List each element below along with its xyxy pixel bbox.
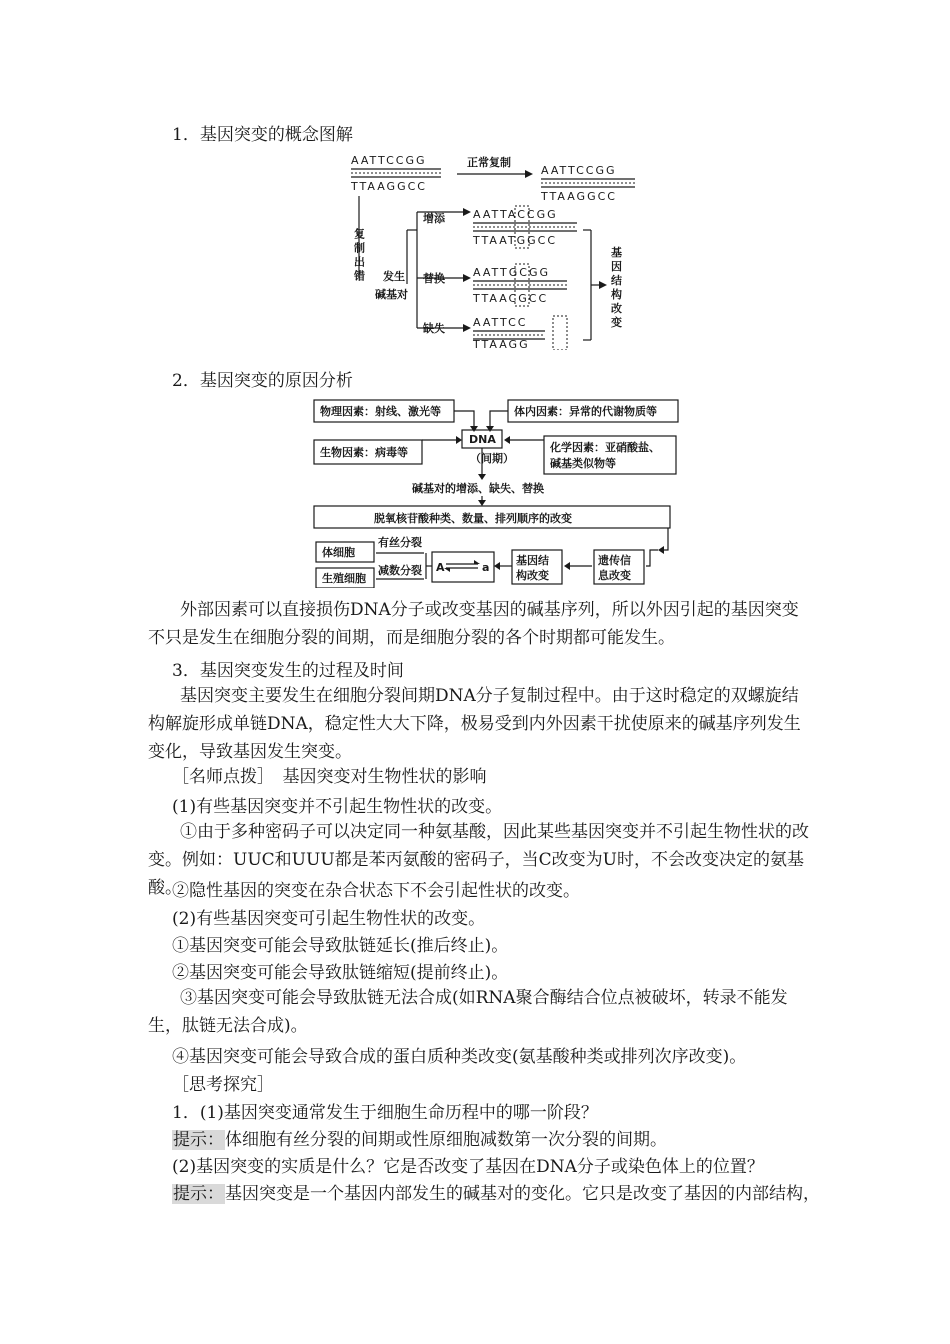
chemical-factor-2: 碱基类似物等 — [550, 457, 616, 470]
normal-top-strand: AATTCCGG — [541, 164, 617, 177]
add-top-strand: AATTACCGG — [473, 208, 558, 221]
substitution-label: 替换 — [423, 272, 445, 285]
arrow-physical — [454, 411, 474, 428]
original-dna — [350, 154, 441, 193]
nucleotide-change: 脱氧核苷酸种类、数量、排列顺序的改变 — [374, 512, 572, 525]
add-label: 增添 — [423, 212, 445, 225]
section1-heading: 1．基因突变的概念图解 — [172, 125, 353, 145]
normal-replication-label: 正常复制 — [467, 156, 511, 169]
paragraph-external-factors: 外部因素可以直接损伤DNA分子或改变基因的碱基序列，所以外因引起的基因突变不只是发生在细胞分裂的间期，而是细胞分裂的各个时期都可能发生。 — [148, 600, 799, 648]
tip-point-2c: ③基因突变可能会导致肽链无法合成(如RNA聚合酶结合位点被破坏，转录不能发生，肽链无法合成)。 — [148, 988, 788, 1036]
dna-label: DNA — [469, 433, 496, 446]
svg-text:因: 因 — [611, 260, 622, 273]
svg-text:构: 构 — [611, 288, 622, 301]
tip-point-1b: ②隐性基因的突变在杂合状态下不会引起性状的改变。 — [172, 881, 580, 901]
tip-point-1: (1)有些基因突变并不引起生物性状的改变。 — [172, 797, 503, 817]
deletion-label: 缺失 — [423, 322, 445, 335]
answer-1-text: 体细胞有丝分裂的间期或性原细胞减数第一次分裂的间期。 — [225, 1130, 667, 1150]
mitosis-label: 有丝分裂 — [378, 536, 422, 549]
svg-text:结: 结 — [611, 274, 622, 287]
internal-factor: 体内因素：异常的代谢物质等 — [514, 405, 657, 418]
think-heading: ［思考探究］ — [172, 1075, 274, 1095]
result-label — [611, 245, 622, 329]
section2-heading: 2．基因突变的原因分析 — [172, 371, 353, 391]
del-top-strand: AATTCC — [473, 316, 528, 329]
svg-text:基: 基 — [611, 246, 622, 259]
allele-a: a — [482, 561, 490, 574]
base-change-label: 碱基对的增添、缺失、替换 — [412, 482, 544, 495]
substitution-dna — [472, 264, 567, 306]
chemical-factor-1: 化学因素：亚硝酸盐、 — [550, 441, 660, 454]
gene-structure-1: 基因结 — [516, 554, 549, 567]
svg-text:错: 错 — [352, 270, 366, 281]
interphase-label: （间期） — [470, 452, 514, 465]
tip-heading: ［名师点拨］ 基因突变对生物性状的影响 — [172, 767, 487, 787]
sub-top-strand: AATTGCGG — [473, 266, 550, 279]
hint-label: 提示： — [173, 1130, 224, 1150]
allele-A: A — [436, 561, 445, 574]
meiosis-label: 减数分裂 — [378, 564, 422, 577]
mutation-concept-diagram — [345, 150, 675, 350]
genetic-info-2: 息改变 — [598, 569, 631, 582]
add-bottom-strand: TTAATGGCC — [473, 234, 558, 247]
gene-structure-2: 构改变 — [516, 569, 549, 582]
base-pair-label: 碱基对 — [375, 288, 408, 301]
genetic-info-1: 遗传信 — [598, 554, 631, 567]
biological-factor: 生物因素：病毒等 — [320, 446, 408, 459]
hint-label: 提示： — [173, 1184, 224, 1204]
tip-point-2a: ①基因突变可能会导致肽链延长(推后终止)。 — [172, 936, 509, 956]
physical-factor: 物理因素：射线、激光等 — [320, 405, 441, 418]
deletion-dna — [472, 316, 567, 350]
section3-heading: 3．基因突变发生的过程及时间 — [172, 661, 404, 681]
original-top-strand: AATTCCGG — [351, 154, 427, 167]
tip-point-1a: ①由于多种密码子可以决定同一种氨基酸，因此某些基因突变并不引起生物性状的改变。例如：UUC和UUU都是苯丙氨酸的密码子，当C改变为U时，不会改变决定的氨基酸。 — [148, 822, 809, 898]
sub-bottom-strand: TTAACGCC — [473, 292, 549, 305]
answer-1 — [172, 1129, 667, 1151]
answer-2-text: 基因突变是一个基因内部发生的碱基对的变化。它只是改变了基因的内部结构， — [225, 1184, 820, 1204]
normal-bottom-strand: TTAAGGCC — [541, 190, 617, 203]
error-label-1: 复 — [352, 228, 366, 239]
germ-cell: 生殖细胞 — [322, 572, 366, 585]
del-bottom-strand: TTAAGG — [473, 338, 530, 350]
occur-label: 发生 — [383, 270, 405, 283]
answer-2 — [172, 1183, 820, 1205]
svg-text:变: 变 — [611, 316, 622, 329]
arrow-internal — [490, 411, 508, 428]
svg-text:制: 制 — [352, 242, 366, 253]
somatic-cell: 体细胞 — [322, 546, 355, 559]
tip-point-2b: ②基因突变可能会导致肽链缩短(提前终止)。 — [172, 963, 509, 983]
question-1: 1．(1)基因突变通常发生于细胞生命历程中的哪一阶段？ — [172, 1103, 598, 1123]
original-bottom-strand: TTAAGGCC — [351, 180, 427, 193]
paragraph-process-time: 基因突变主要发生在细胞分裂间期DNA分子复制过程中。由于这时稳定的双螺旋结构解旋形成单链DNA，稳定性大大下降，极易受到内外因素干扰使原来的碱基序列发生变化，导致基因发生突变。 — [148, 686, 801, 762]
normal-dna — [540, 164, 635, 203]
svg-text:改: 改 — [611, 302, 622, 315]
tip-point-2: (2)有些基因突变可引起生物性状的改变。 — [172, 909, 486, 929]
addition-dna — [472, 206, 577, 248]
mutation-causes-diagram — [312, 396, 682, 588]
svg-text:出: 出 — [352, 256, 366, 267]
question-2: (2)基因突变的实质是什么？它是否改变了基因在DNA分子或染色体上的位置？ — [172, 1157, 764, 1177]
tip-point-2d: ④基因突变可能会导致合成的蛋白质种类改变(氨基酸种类或排列次序改变)。 — [172, 1047, 747, 1067]
